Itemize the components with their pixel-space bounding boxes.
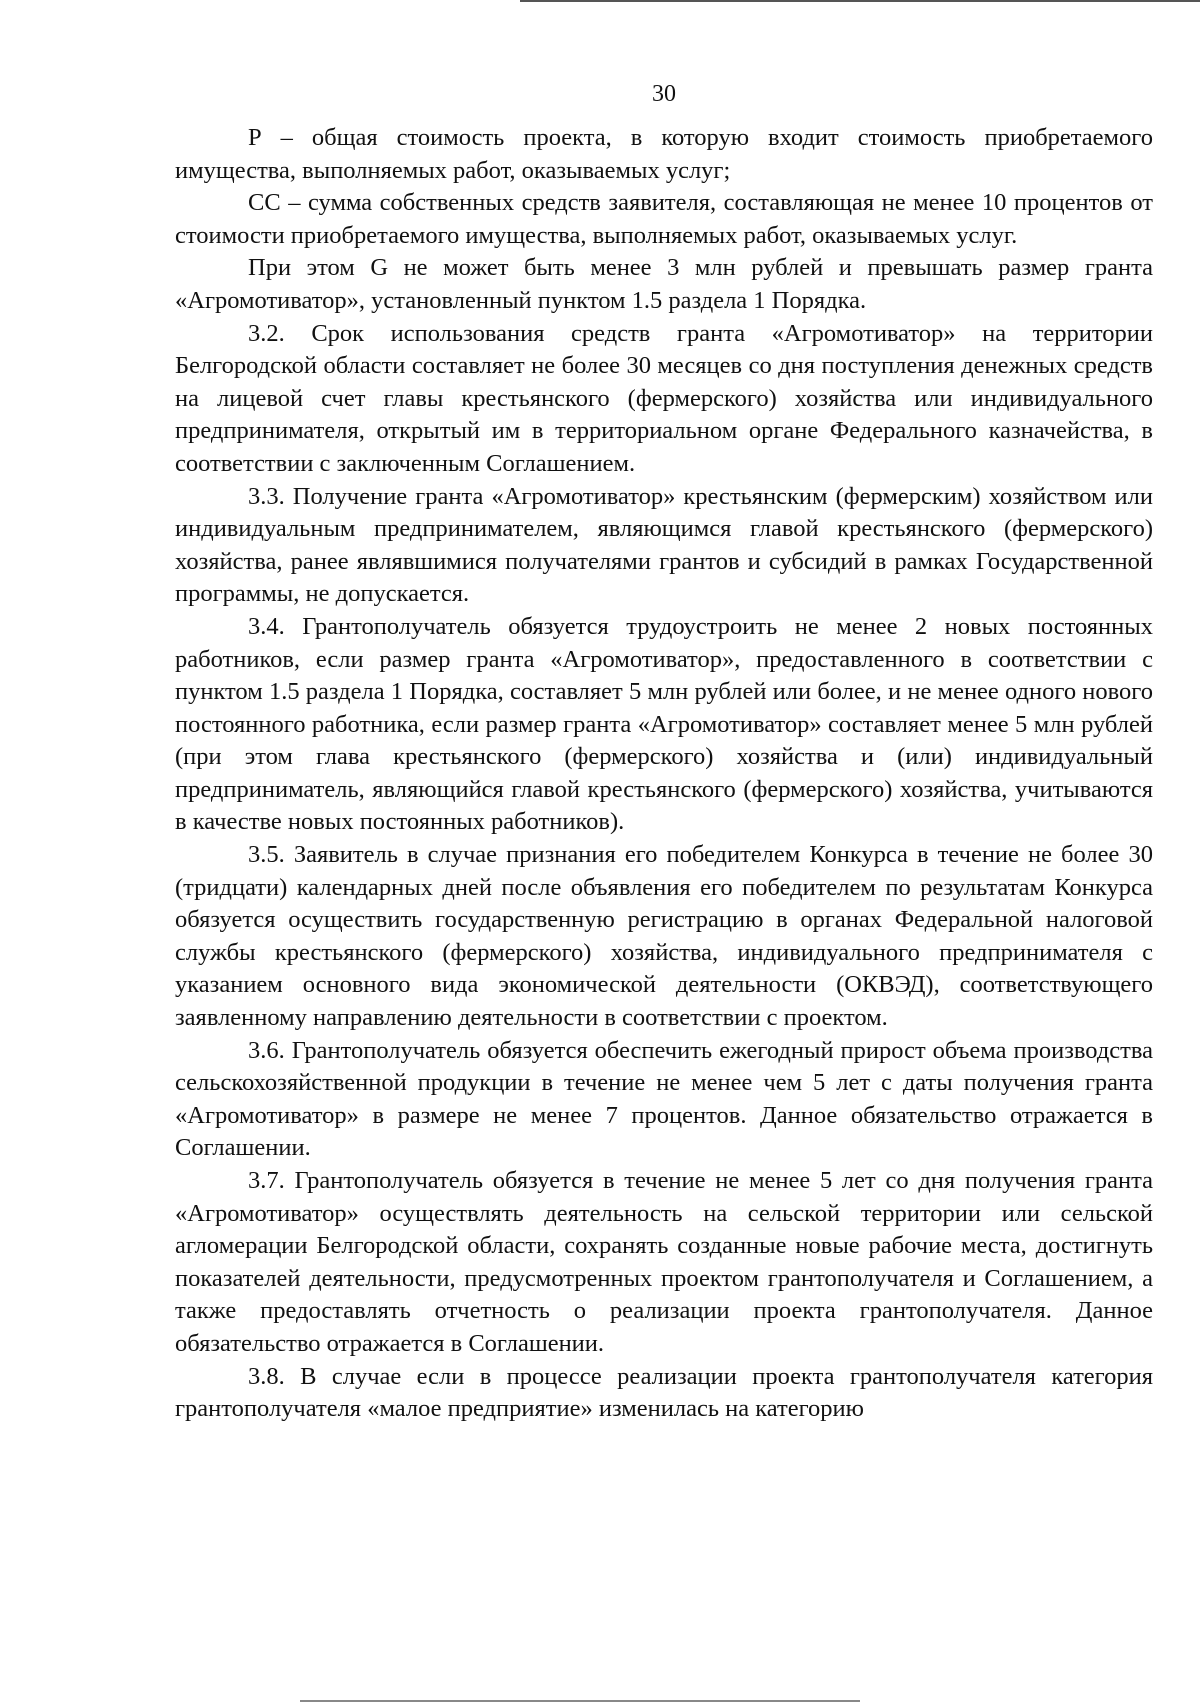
paragraph-3-4: 3.4. Грантополучатель обязуется трудоустроить не менее 2 новых постоянных работников, если размер гранта «Агромотиватор», предоставленного в соответствии с пунктом 1.5 раздела 1 Порядка, составляет 5 млн рублей или более, и не менее одного нового постоянного работника, если размер гранта «Агромотиватор» составляет менее 5 млн рублей (при этом глава крестьянского (фермерского) хозяйства и (или) индивидуальный предприниматель, являющийся главой крестьянского (фермерского) хозяйства, учитываются в качестве новых постоянных работников). (175, 612, 1153, 836)
paragraph-3-7: 3.7. Грантополучатель обязуется в течение не менее 5 лет со дня получения гранта «Агромотиватор» осуществлять деятельность на сельской территории или сельской агломерации Белгородской области, сохранять созданные новые рабочие места, достигнуть показателей деятельности, предусмотренных проектом грантополучателя и Соглашением, а также предоставлять отчетность о реализации проекта грантополучателя. Данное обязательство отражается в Соглашении. (175, 1167, 1153, 1357)
paragraph-cost-definition: Р – общая стоимость проекта, в которую входит стоимость приобретаемого имущества, выполняемых работ, оказываемых услуг; (175, 124, 1153, 184)
document-body (175, 122, 1153, 1426)
paragraph-3-6: 3.6. Грантополучатель обязуется обеспечить ежегодный прирост объема производства сельскохозяйственной продукции в течение не менее чем 5 лет с даты получения гранта «Агромотиватор» в размере не менее 7 процентов. Данное обязательство отражается в Соглашении. (175, 1036, 1153, 1162)
scan-edge-bottom (300, 1700, 860, 1702)
paragraph-3-2: 3.2. Срок использования средств гранта «Агромотиватор» на территории Белгородской области составляет не более 30 месяцев со дня поступления денежных средств на лицевой счет главы крестьянского (фермерского) хозяйства или индивидуального предпринимателя, открытый им в территориальном органе Федерального казначейства, в соответствии с заключенным Соглашением. (175, 319, 1153, 477)
paragraph-3-5: 3.5. Заявитель в случае признания его победителем Конкурса в течение не более 30 (тридцати) календарных дней после объявления его победителем по результатам Конкурса обязуется осуществить государственную регистрацию в органах Федеральной налоговой службы крестьянского (фермерского) хозяйства, индивидуального предпринимателя с указанием основного вида экономической деятельности (ОКВЭД), соответствующего заявленному направлению деятельности в соответствии с проектом. (175, 841, 1153, 1032)
paragraph-3-3: 3.3. Получение гранта «Агромотиватор» крестьянским (фермерским) хозяйством или индивидуальным предпринимателем, являющимся главой крестьянского (фермерского) хозяйства, ранее являвшимися получателями грантов и субсидий в рамках Государственной программы, не допускается. (175, 482, 1153, 608)
scan-edge-top (520, 0, 1200, 2)
page-number: 30 (652, 81, 676, 107)
paragraph-own-funds-definition: СС – сумма собственных средств заявителя, составляющая не менее 10 процентов от стоимости приобретаемого имущества, выполняемых работ, оказываемых услуг. (175, 189, 1153, 249)
paragraph-3-8: 3.8. В случае если в процессе реализации проекта грантополучателя категория грантополучателя «малое предприятие» изменилась на категорию (175, 1362, 1153, 1423)
paragraph-grant-limits: При этом G не может быть менее 3 млн рублей и превышать размер гранта «Агромотиватор», установленный пунктом 1.5 раздела 1 Порядка. (175, 254, 1153, 314)
